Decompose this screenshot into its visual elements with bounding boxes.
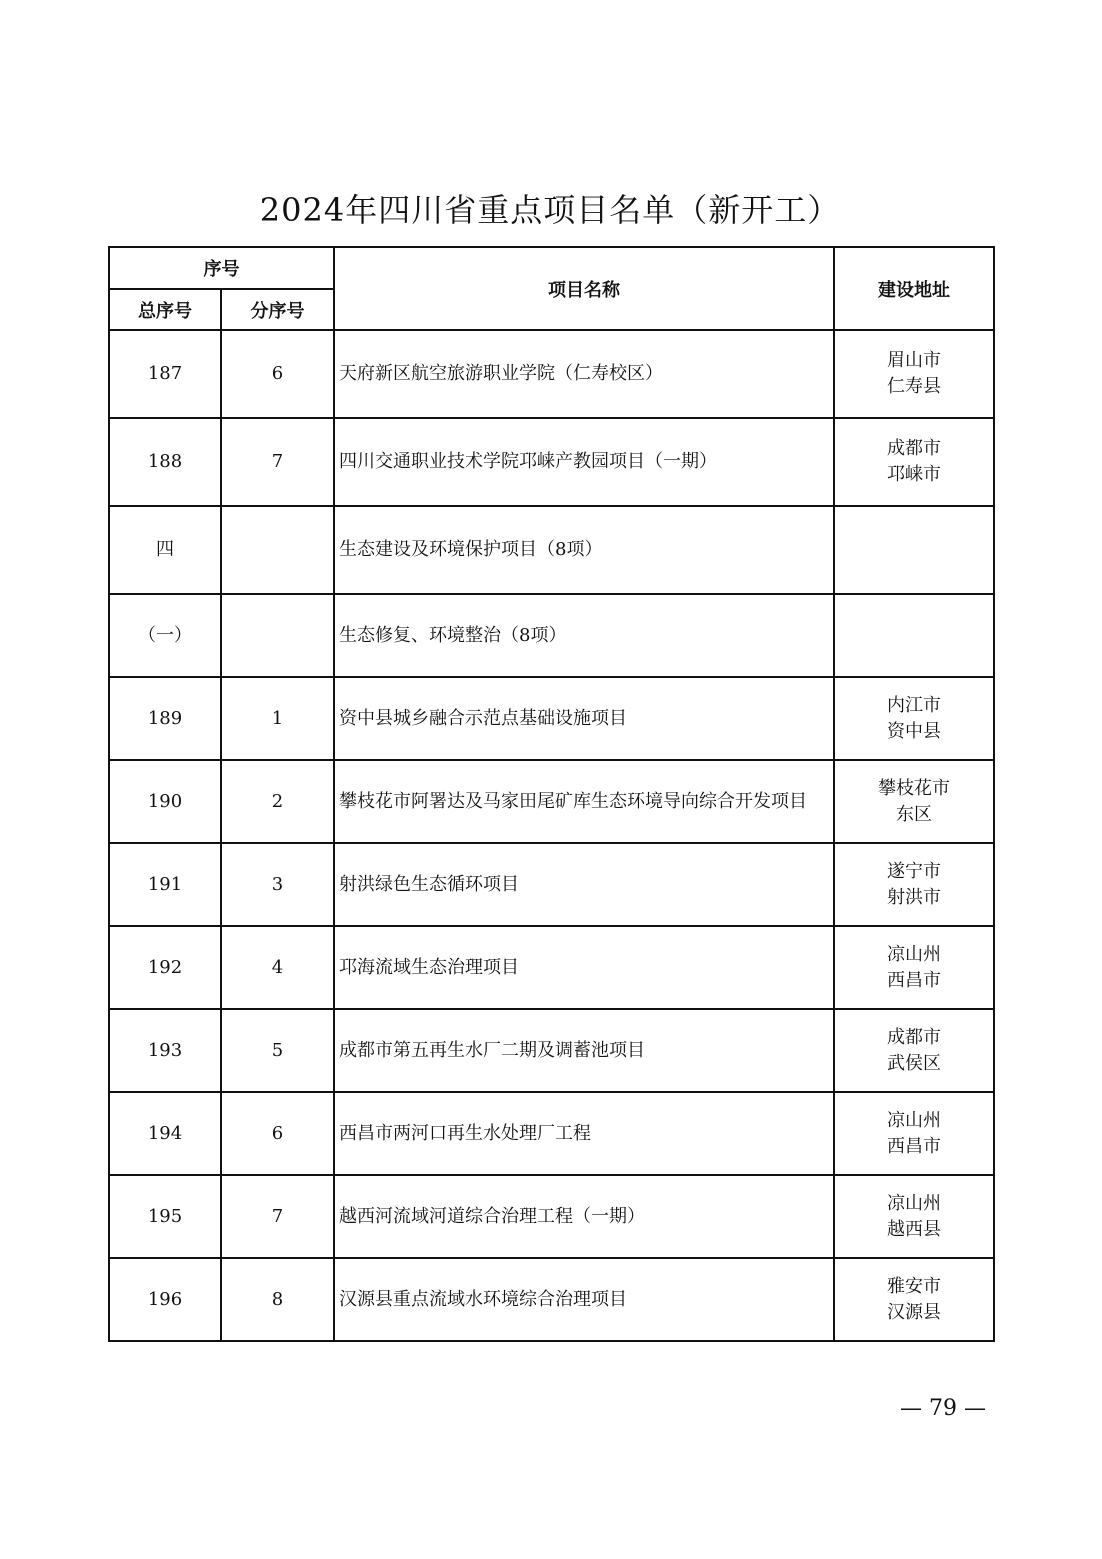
sub-seq-cell — [221, 506, 334, 594]
table-row — [109, 330, 994, 418]
project-name-cell: 生态修复、环境整治（8项） — [334, 594, 834, 677]
table-row — [109, 594, 994, 677]
location-cell — [834, 760, 994, 843]
location-county: 资中县 — [887, 720, 941, 742]
location-county: 武侯区 — [887, 1052, 941, 1074]
location-city: 雅安市 — [887, 1275, 941, 1297]
location-cell — [834, 506, 994, 594]
total-seq-cell: 192 — [109, 926, 221, 1009]
location-cell — [834, 926, 994, 1009]
location-city: 内江市 — [887, 694, 941, 716]
page-number: — 79 — — [900, 1396, 986, 1421]
location-city: 凉山州 — [887, 1192, 941, 1214]
project-name-cell: 四川交通职业技术学院邛崃产教园项目（一期） — [334, 418, 834, 506]
project-name-cell: 汉源县重点流域水环境综合治理项目 — [334, 1258, 834, 1341]
table-row — [109, 1258, 994, 1341]
location-county: 东区 — [896, 803, 932, 825]
total-seq-cell: 193 — [109, 1009, 221, 1092]
project-name-cell: 成都市第五再生水厂二期及调蓄池项目 — [334, 1009, 834, 1092]
location-cell — [834, 677, 994, 760]
header-location: 建设地址 — [834, 247, 994, 330]
total-seq-cell: （一） — [109, 594, 221, 677]
project-name-cell: 天府新区航空旅游职业学院（仁寿校区） — [334, 330, 834, 418]
project-name-cell: 射洪绿色生态循环项目 — [334, 843, 834, 926]
sub-seq-cell — [221, 594, 334, 677]
sub-seq-cell: 5 — [221, 1009, 334, 1092]
page-title: 2024年四川省重点项目名单（新开工） — [259, 191, 841, 229]
table-row — [109, 506, 994, 594]
location-city: 攀枝花市 — [878, 777, 950, 799]
project-name-cell: 越西河流域河道综合治理工程（一期） — [334, 1175, 834, 1258]
total-seq-cell: 195 — [109, 1175, 221, 1258]
header-sub-seq: 分序号 — [221, 289, 334, 330]
sub-seq-cell: 7 — [221, 1175, 334, 1258]
location-city: 凉山州 — [887, 1109, 941, 1131]
sub-seq-cell: 6 — [221, 330, 334, 418]
total-seq-cell: 194 — [109, 1092, 221, 1175]
table-row — [109, 760, 994, 843]
total-seq-cell: 四 — [109, 506, 221, 594]
location-cell — [834, 330, 994, 418]
location-cell — [834, 1258, 994, 1341]
project-name-cell: 攀枝花市阿署达及马家田尾矿库生态环境导向综合开发项目 — [334, 760, 834, 843]
location-county: 西昌市 — [887, 1135, 941, 1157]
sub-seq-cell: 4 — [221, 926, 334, 1009]
location-county: 邛崃市 — [887, 464, 941, 485]
sub-seq-cell: 7 — [221, 418, 334, 506]
location-city: 眉山市 — [887, 350, 941, 371]
location-city: 成都市 — [887, 1026, 941, 1048]
location-county: 西昌市 — [887, 969, 941, 991]
location-cell — [834, 1175, 994, 1258]
total-seq-cell: 190 — [109, 760, 221, 843]
location-cell — [834, 594, 994, 677]
project-name-cell: 生态建设及环境保护项目（8项） — [334, 506, 834, 594]
table-row — [109, 1092, 994, 1175]
project-name-cell: 邛海流域生态治理项目 — [334, 926, 834, 1009]
location-city: 遂宁市 — [887, 860, 941, 882]
location-city: 凉山州 — [887, 943, 941, 965]
location-cell — [834, 843, 994, 926]
table-row — [109, 926, 994, 1009]
location-county: 仁寿县 — [887, 376, 941, 397]
location-cell — [834, 1009, 994, 1092]
location-county: 越西县 — [887, 1218, 941, 1240]
sub-seq-cell: 3 — [221, 843, 334, 926]
project-name-cell: 资中县城乡融合示范点基础设施项目 — [334, 677, 834, 760]
project-table — [108, 246, 995, 1342]
location-cell — [834, 1092, 994, 1175]
table-row — [109, 418, 994, 506]
project-name-cell: 西昌市两河口再生水处理厂工程 — [334, 1092, 834, 1175]
location-cell — [834, 418, 994, 506]
table-row — [109, 677, 994, 760]
sub-seq-cell: 2 — [221, 760, 334, 843]
location-county: 射洪市 — [887, 886, 941, 908]
total-seq-cell: 191 — [109, 843, 221, 926]
header-seq-group: 序号 — [109, 247, 334, 289]
sub-seq-cell: 6 — [221, 1092, 334, 1175]
table-row — [109, 843, 994, 926]
sub-seq-cell: 1 — [221, 677, 334, 760]
total-seq-cell: 196 — [109, 1258, 221, 1341]
table-row — [109, 1175, 994, 1258]
total-seq-cell: 187 — [109, 330, 221, 418]
location-county: 汉源县 — [887, 1301, 941, 1323]
location-city: 成都市 — [887, 438, 941, 459]
sub-seq-cell: 8 — [221, 1258, 334, 1341]
header-total-seq: 总序号 — [109, 289, 221, 330]
total-seq-cell: 189 — [109, 677, 221, 760]
total-seq-cell: 188 — [109, 418, 221, 506]
header-project-name: 项目名称 — [334, 247, 834, 330]
table-row — [109, 1009, 994, 1092]
